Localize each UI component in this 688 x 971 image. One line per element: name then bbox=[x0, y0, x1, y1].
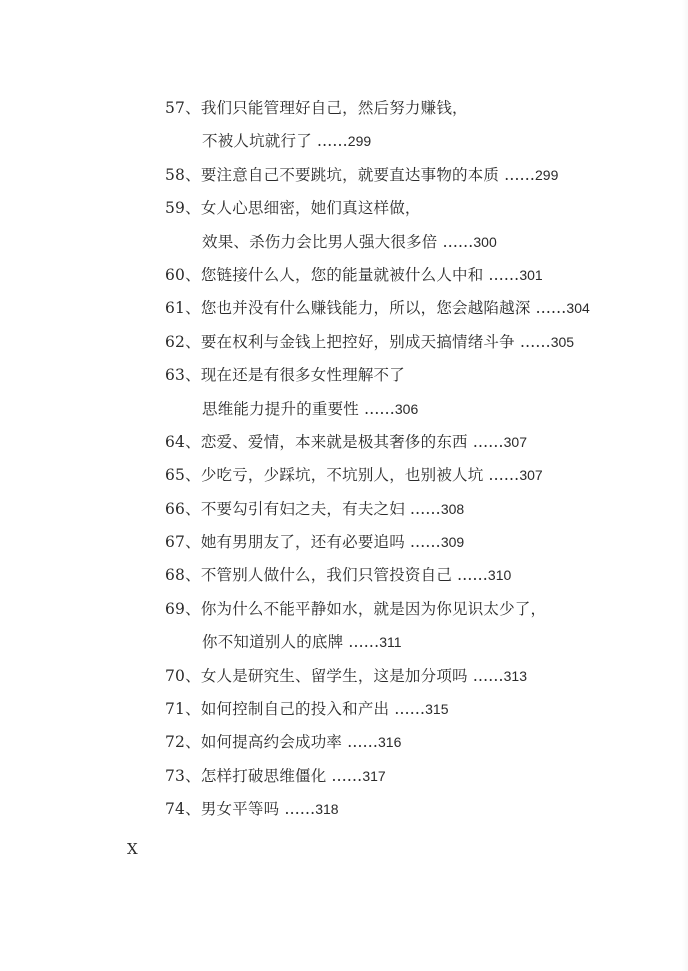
toc-entry bbox=[165, 159, 635, 192]
toc-entry-page: 306 bbox=[394, 400, 419, 417]
toc-entry bbox=[165, 760, 635, 793]
toc-entry-text: 64、恋爱、爱情，本来就是极其奢侈的东西 ...... bbox=[165, 432, 504, 451]
toc-entry-page: 307 bbox=[503, 433, 527, 450]
toc-entry-text: 74、男女平等吗 ...... bbox=[165, 800, 316, 819]
toc-entry-continuation bbox=[165, 226, 635, 259]
table-of-contents bbox=[165, 92, 635, 827]
toc-entry-text: 66、不要勾引有妇之夫，有夫之妇 ...... bbox=[165, 499, 441, 518]
toc-entry-page: 308 bbox=[440, 500, 465, 517]
toc-entry-page: 311 bbox=[379, 634, 402, 651]
toc-entry-text: 效果、杀伤力会比男人强大很多倍 ...... bbox=[202, 232, 474, 251]
toc-entry bbox=[165, 326, 635, 359]
toc-entry-page: 315 bbox=[425, 701, 449, 718]
toc-entry bbox=[165, 292, 635, 325]
toc-entry-text: 71、如何控制自己的投入和产出 ...... bbox=[165, 700, 426, 719]
toc-entry-text: 62、要在权利与金钱上把控好，别成天搞情绪斗争 ...... bbox=[165, 332, 551, 351]
toc-entry bbox=[165, 426, 635, 459]
toc-entry-page: 307 bbox=[519, 467, 543, 484]
toc-entry-text: 思维能力提升的重要性 ...... bbox=[202, 399, 395, 418]
toc-entry-text: 61、您也并没有什么赚钱能力，所以，您会越陷越深 ...... bbox=[165, 299, 567, 318]
toc-entry bbox=[165, 693, 635, 726]
page-folio: X bbox=[127, 840, 138, 858]
toc-entry-text: 73、怎样打破思维僵化 ...... bbox=[165, 766, 363, 785]
toc-entry-text: 63、现在还是有很多女性理解不了 bbox=[165, 366, 405, 385]
toc-entry-text: 65、少吃亏，少踩坑，不坑别人，也别被人坑 ...... bbox=[165, 466, 520, 485]
toc-entry bbox=[165, 559, 635, 592]
toc-entry bbox=[165, 793, 635, 826]
toc-entry-page: 310 bbox=[487, 567, 512, 584]
toc-entry-page: 313 bbox=[503, 667, 527, 684]
toc-entry-text: 不被人坑就行了 ...... bbox=[202, 132, 348, 151]
toc-entry-page: 309 bbox=[440, 534, 465, 551]
toc-entry-continuation bbox=[165, 626, 635, 659]
toc-entry bbox=[165, 92, 635, 125]
toc-entry-text: 59、女人心思细密，她们真这样做， bbox=[165, 199, 421, 218]
toc-entry-page: 301 bbox=[519, 266, 543, 283]
toc-entry-page: 299 bbox=[347, 133, 372, 150]
toc-entry-text: 58、要注意自己不要跳坑，就要直达事物的本质 ...... bbox=[165, 165, 536, 184]
toc-entry bbox=[165, 493, 635, 526]
toc-entry-text: 你不知道别人的底牌 ...... bbox=[202, 633, 380, 652]
toc-entry bbox=[165, 660, 635, 693]
toc-entry-page: 300 bbox=[473, 233, 497, 250]
toc-entry-text: 68、不管别人做什么，我们只管投资自己 ...... bbox=[165, 566, 488, 585]
toc-entry-page: 304 bbox=[566, 300, 590, 317]
page-edge-shadow bbox=[682, 0, 688, 971]
toc-entry-page: 305 bbox=[550, 333, 575, 350]
toc-entry-text: 70、女人是研究生、留学生，这是加分项吗 ...... bbox=[165, 666, 504, 685]
toc-entry-page: 317 bbox=[362, 767, 386, 784]
toc-entry-text: 67、她有男朋友了，还有必要追吗 ...... bbox=[165, 533, 441, 552]
toc-entry-page: 318 bbox=[315, 801, 339, 818]
toc-entry bbox=[165, 259, 635, 292]
toc-entry-text: 60、您链接什么人，您的能量就被什么人中和 ...... bbox=[165, 265, 520, 284]
toc-entry-text: 69、你为什么不能平静如水，就是因为你见识太少了， bbox=[165, 599, 547, 618]
toc-entry bbox=[165, 726, 635, 759]
toc-entry bbox=[165, 192, 635, 225]
toc-entry-page: 299 bbox=[535, 166, 559, 183]
toc-entry-continuation bbox=[165, 393, 635, 426]
toc-entry-continuation bbox=[165, 125, 635, 158]
toc-entry-text: 72、如何提高约会成功率 ...... bbox=[165, 733, 379, 752]
toc-entry-page: 316 bbox=[378, 734, 402, 751]
toc-entry bbox=[165, 359, 635, 392]
toc-entry bbox=[165, 459, 635, 492]
toc-entry-text: 57、我们只能管理好自己，然后努力赚钱， bbox=[165, 99, 468, 117]
toc-entry bbox=[165, 526, 635, 559]
toc-entry bbox=[165, 593, 635, 626]
